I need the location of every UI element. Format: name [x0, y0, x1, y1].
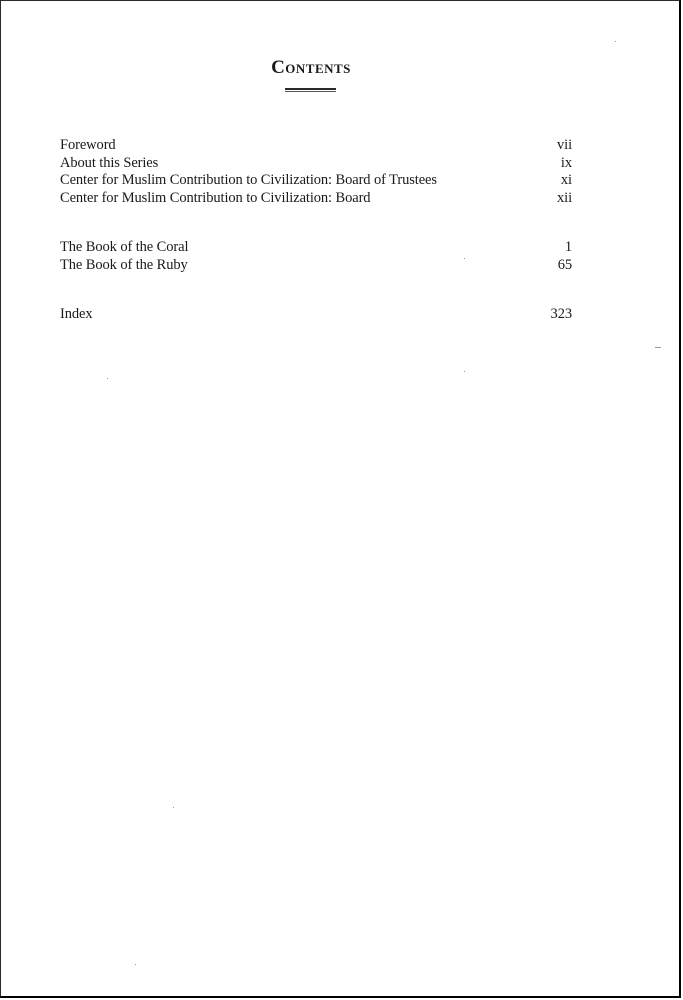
toc-entry-book-of-coral: [60, 239, 572, 257]
scan-speck: [173, 807, 174, 808]
scan-speck: [464, 371, 465, 372]
scan-speck: [464, 258, 465, 259]
toc-group-front-matter: [60, 137, 572, 207]
scan-speck: [655, 347, 661, 348]
toc-entry-label: The Book of the Coral: [60, 239, 189, 255]
toc-entry-label: Foreword: [60, 137, 116, 153]
scan-speck: [135, 964, 136, 965]
contents-heading: Contents: [271, 57, 351, 78]
heading-rule: [285, 88, 336, 92]
toc-entry-foreword: [60, 137, 572, 155]
toc-entry-page: 323: [550, 306, 572, 322]
toc-group-books: [60, 239, 572, 274]
toc-entry-label: Center for Muslim Contribution to Civilization: Board of Trustees: [60, 172, 437, 188]
toc-entry-label: Center for Muslim Contribution to Civilization: Board: [60, 189, 371, 206]
scan-speck: [107, 378, 108, 379]
toc-entry-page: xi: [560, 172, 572, 188]
toc-entry-page: xii: [556, 189, 572, 206]
toc-entry-board: [60, 190, 572, 208]
toc-entry-label: About this Series: [60, 154, 159, 171]
toc-entry-page: 65: [557, 256, 572, 273]
toc-entry-page: ix: [560, 154, 572, 171]
toc-entry-label: The Book of the Ruby: [60, 256, 188, 273]
scan-speck: [615, 41, 616, 42]
toc-entry-index: [60, 306, 572, 324]
toc-entry-about-series: [60, 155, 572, 173]
toc-entry-page: 1: [564, 239, 572, 255]
toc-group-back-matter: [60, 306, 572, 324]
toc-entry-book-of-ruby: [60, 257, 572, 275]
toc-entry-board-of-trustees: [60, 172, 572, 190]
toc-entry-page: vii: [556, 137, 572, 153]
toc-entry-label: Index: [60, 306, 93, 322]
